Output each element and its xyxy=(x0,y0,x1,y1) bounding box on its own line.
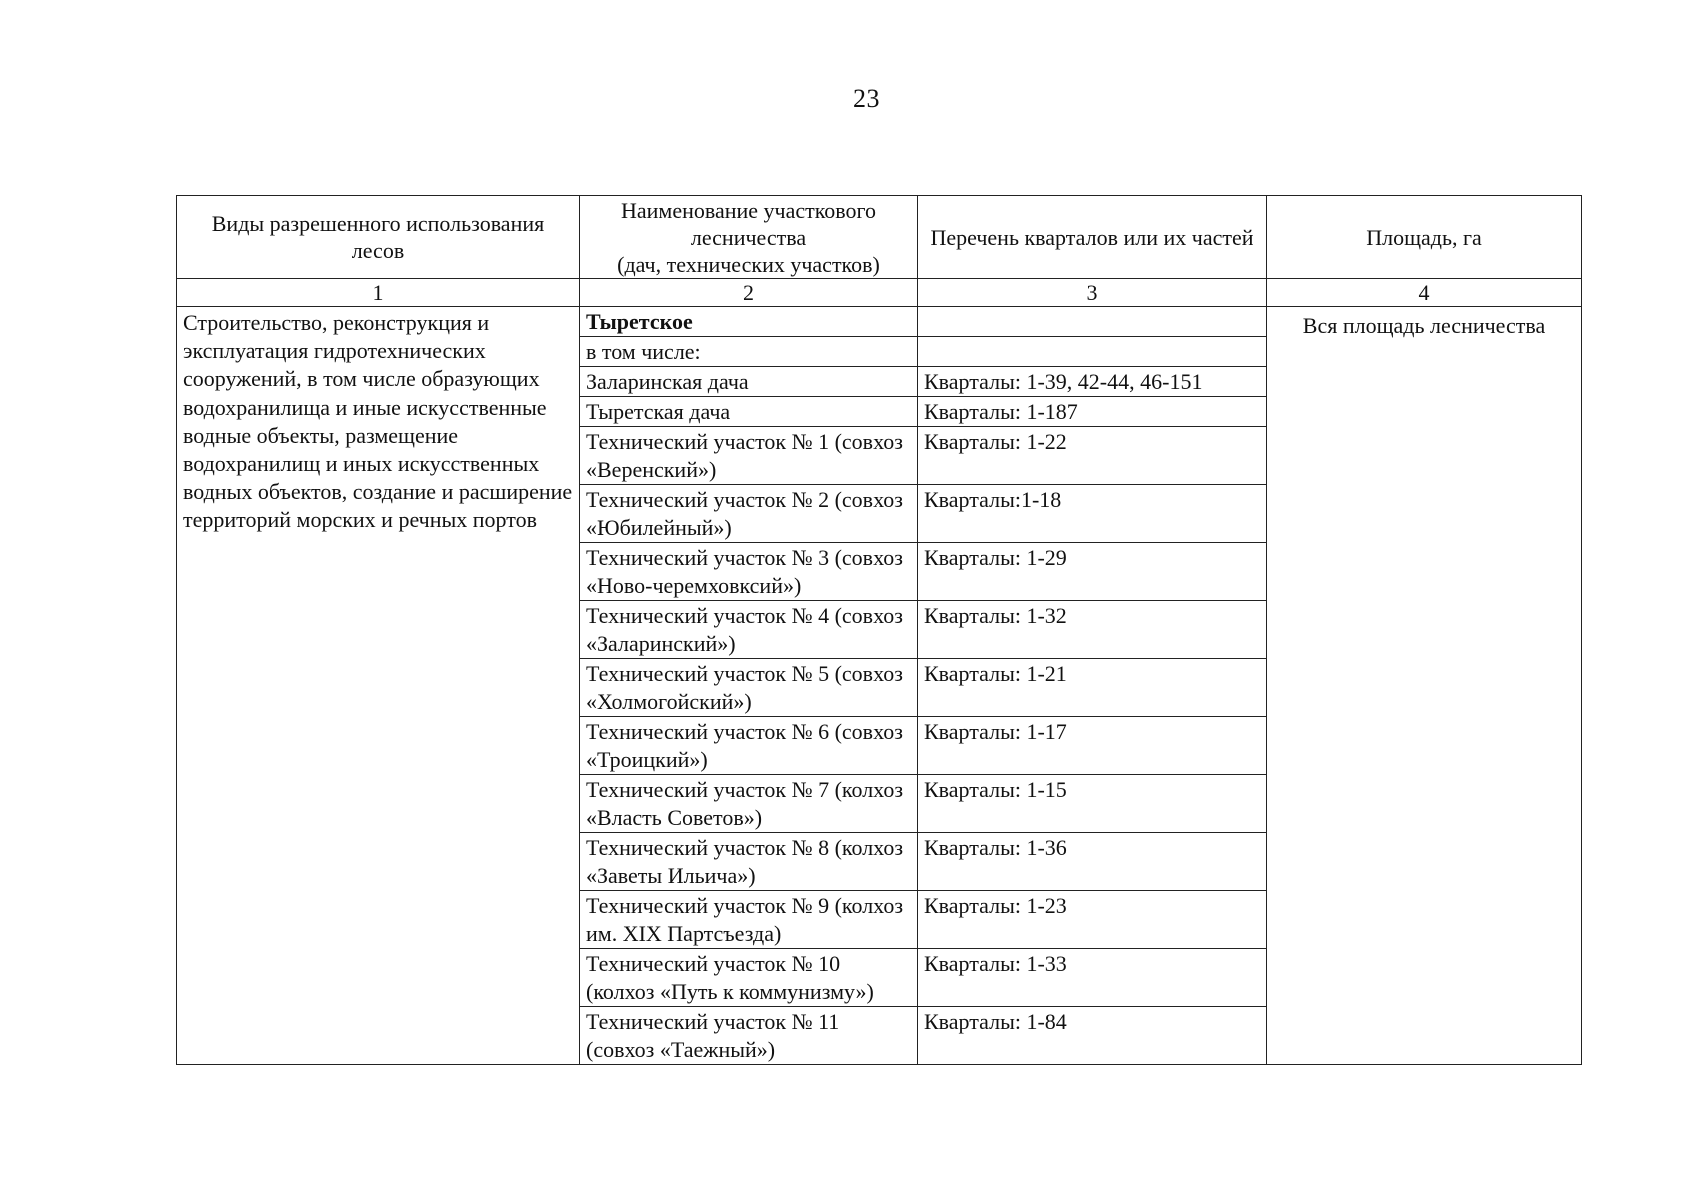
forestry-name-cell xyxy=(580,659,918,717)
forestry-name-cell xyxy=(580,1007,918,1065)
forestry-name: Технический участок № 11 (совхоз «Таежный») xyxy=(586,1009,840,1062)
quarters-cell xyxy=(918,1007,1267,1065)
column-number: 2 xyxy=(580,279,918,307)
quarters-text: Кварталы: 1-32 xyxy=(924,603,1067,628)
quarters-text xyxy=(918,307,1266,308)
header-forestry-name-line1: Наименование участкового лесничества (дач, технических участков) xyxy=(617,197,880,277)
header-uses: Виды разрешенного использования лесов xyxy=(177,196,580,279)
quarters-cell xyxy=(918,427,1267,485)
forestry-name: Технический участок № 1 (совхоз «Веренский») xyxy=(586,429,903,482)
table-row xyxy=(177,307,1582,337)
quarters-text: Кварталы: 1-187 xyxy=(924,399,1078,424)
forestry-name: Технический участок № 5 (совхоз «Холмогойский») xyxy=(586,661,903,714)
forestry-name-cell xyxy=(580,485,918,543)
forestry-name: в том числе: xyxy=(586,339,701,364)
page-number: 23 xyxy=(853,84,880,113)
quarters-text: Кварталы: 1-15 xyxy=(924,777,1067,802)
column-number: 4 xyxy=(1267,279,1582,307)
quarters-cell xyxy=(918,307,1267,337)
forestry-name: Технический участок № 4 (совхоз «Заларинский») xyxy=(586,603,903,656)
quarters-cell xyxy=(918,833,1267,891)
uses-text: Строительство, реконструкция и эксплуатация гидротехнических сооружений, в том числе образующих водохранилища и иные искусственные водные объекты, размещение водохранилищ и иных искусственных водных объектов, создание и расширение территорий морских и речных портов xyxy=(183,310,573,533)
quarters-text: Кварталы: 1-23 xyxy=(924,893,1067,918)
forestry-name-cell xyxy=(580,833,918,891)
quarters-text: Кварталы: 1-21 xyxy=(924,661,1067,686)
forestry-name: Технический участок № 2 (совхоз «Юбилейный») xyxy=(586,487,903,540)
quarters-text: Кварталы:1-18 xyxy=(924,487,1062,512)
forestry-name: Технический участок № 7 (колхоз «Власть Советов») xyxy=(586,777,904,830)
column-number-row xyxy=(177,279,1582,307)
forestry-name-cell xyxy=(580,717,918,775)
forestry-name-cell xyxy=(580,397,918,427)
forestry-name: Технический участок № 10 (колхоз «Путь к коммунизму») xyxy=(586,951,874,1004)
forestry-name-cell xyxy=(580,337,918,367)
quarters-cell xyxy=(918,601,1267,659)
quarters-cell xyxy=(918,337,1267,367)
forestry-name: Технический участок № 8 (колхоз «Заветы Ильича») xyxy=(586,835,904,888)
forestry-name: Технический участок № 3 (совхоз «Ново-черемховксий») xyxy=(586,545,903,598)
forestry-name-cell xyxy=(580,543,918,601)
column-number: 3 xyxy=(918,279,1267,307)
forestry-name: Тыретская дача xyxy=(586,399,731,424)
quarters-text: Кварталы: 1-33 xyxy=(924,951,1067,976)
header-forestry-name xyxy=(580,196,918,279)
forestry-name-cell xyxy=(580,949,918,1007)
quarters-text: Кварталы: 1-29 xyxy=(924,545,1067,570)
forestry-name: Технический участок № 9 (колхоз им. XIX Партсъезда) xyxy=(586,893,904,946)
quarters-cell xyxy=(918,775,1267,833)
header-row xyxy=(177,196,1582,279)
header-area: Площадь, га xyxy=(1267,196,1582,279)
quarters-text: Кварталы: 1-17 xyxy=(924,719,1067,744)
uses-cell xyxy=(177,307,580,1065)
forestry-name-cell xyxy=(580,367,918,397)
quarters-cell xyxy=(918,717,1267,775)
quarters-cell xyxy=(918,485,1267,543)
forestry-name: Тыретское xyxy=(586,309,693,334)
quarters-cell xyxy=(918,891,1267,949)
forestry-name-cell xyxy=(580,775,918,833)
quarters-text: Кварталы: 1-84 xyxy=(924,1009,1067,1034)
forest-use-table xyxy=(176,195,1582,1065)
header-quarters: Перечень кварталов или их частей xyxy=(918,196,1267,279)
quarters-cell xyxy=(918,397,1267,427)
quarters-text: Кварталы: 1-39, 42-44, 46-151 xyxy=(924,369,1203,394)
area-cell xyxy=(1267,307,1582,1065)
quarters-cell xyxy=(918,543,1267,601)
forestry-name-cell xyxy=(580,891,918,949)
quarters-cell xyxy=(918,659,1267,717)
forestry-name-cell xyxy=(580,307,918,337)
column-number: 1 xyxy=(177,279,580,307)
quarters-cell xyxy=(918,367,1267,397)
quarters-cell xyxy=(918,949,1267,1007)
forestry-name-cell xyxy=(580,601,918,659)
quarters-text xyxy=(918,337,1266,338)
quarters-text: Кварталы: 1-36 xyxy=(924,835,1067,860)
quarters-text: Кварталы: 1-22 xyxy=(924,429,1067,454)
forestry-name: Технический участок № 6 (совхоз «Троицкий») xyxy=(586,719,903,772)
area-text: Вся площадь лесничества xyxy=(1302,313,1546,338)
forestry-name: Заларинская дача xyxy=(586,369,749,394)
forestry-name-cell xyxy=(580,427,918,485)
